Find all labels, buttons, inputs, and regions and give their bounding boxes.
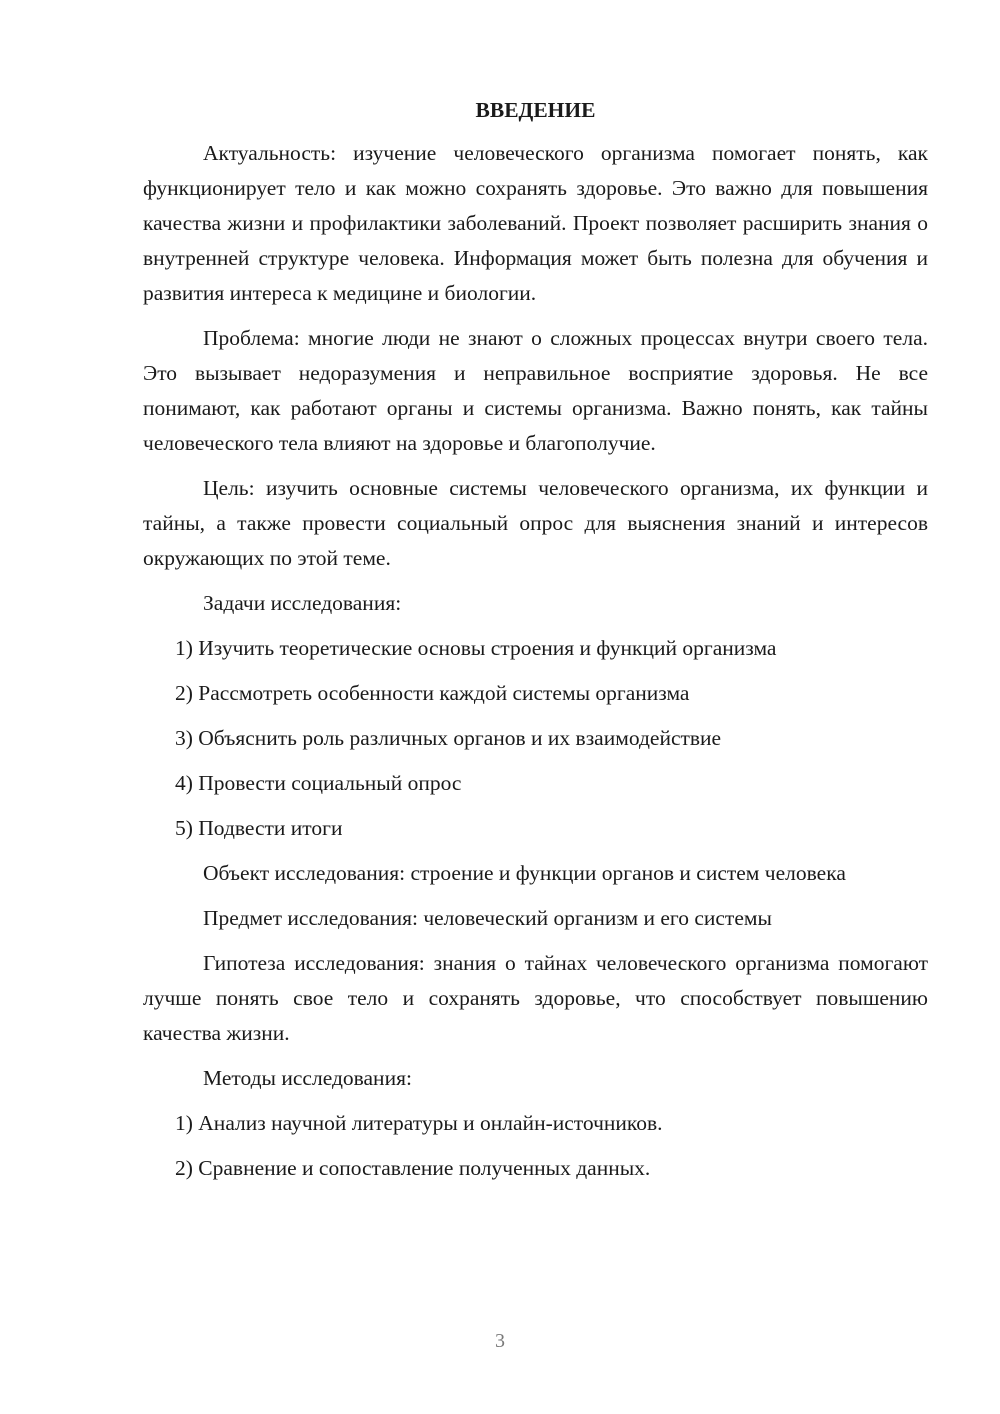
list-item: 5) Подвести итоги	[175, 816, 343, 840]
document-page	[143, 92, 928, 1196]
tasks-heading: Задачи исследования:	[203, 591, 402, 615]
page-number: 3	[495, 1330, 505, 1352]
paragraph-problem: Проблема: многие люди не знают о сложных процессах внутри своего тела. Это вызывает недоразумения и неправильное восприятие здоровья. Не все понимают, как работают органы и системы организма. Важно понять, как тайны человеческого тела влияют на здоровье и благополучие.	[143, 326, 928, 455]
methods-list	[143, 1106, 928, 1186]
paragraph-subject: Предмет исследования: человеческий организм и его системы	[203, 906, 772, 930]
paragraph-relevance: Актуальность: изучение человеческого организма помогает понять, как функционирует тело и как можно сохранять здоровье. Это важно для повышения качества жизни и профилактики заболеваний. Проект позволяет расширить знания о внутренней структуре человека. Информация может быть полезна для обучения и развития интереса к медицине и биологии.	[143, 141, 928, 305]
list-item: 4) Провести социальный опрос	[175, 771, 462, 795]
paragraph-hypothesis: Гипотеза исследования: знания о тайнах человеческого организма помогают лучше понять свое тело и сохранять здоровье, что способствует повышению качества жизни.	[143, 951, 928, 1045]
list-item: 1) Анализ научной литературы и онлайн-источников.	[175, 1111, 663, 1135]
list-item: 1) Изучить теоретические основы строения и функций организма	[175, 636, 777, 660]
list-item: 2) Рассмотреть особенности каждой системы организма	[175, 681, 690, 705]
section-title: ВВЕДЕНИЕ	[475, 98, 596, 122]
paragraph-object: Объект исследования: строение и функции органов и систем человека	[203, 861, 846, 885]
list-item: 3) Объяснить роль различных органов и их взаимодействие	[175, 726, 722, 750]
paragraph-goal: Цель: изучить основные системы человеческого организма, их функции и тайны, а также провести социальный опрос для выяснения знаний и интересов окружающих по этой теме.	[143, 476, 928, 570]
tasks-list	[143, 631, 928, 846]
list-item: 2) Сравнение и сопоставление полученных данных.	[175, 1156, 651, 1180]
methods-heading: Методы исследования:	[203, 1066, 412, 1090]
